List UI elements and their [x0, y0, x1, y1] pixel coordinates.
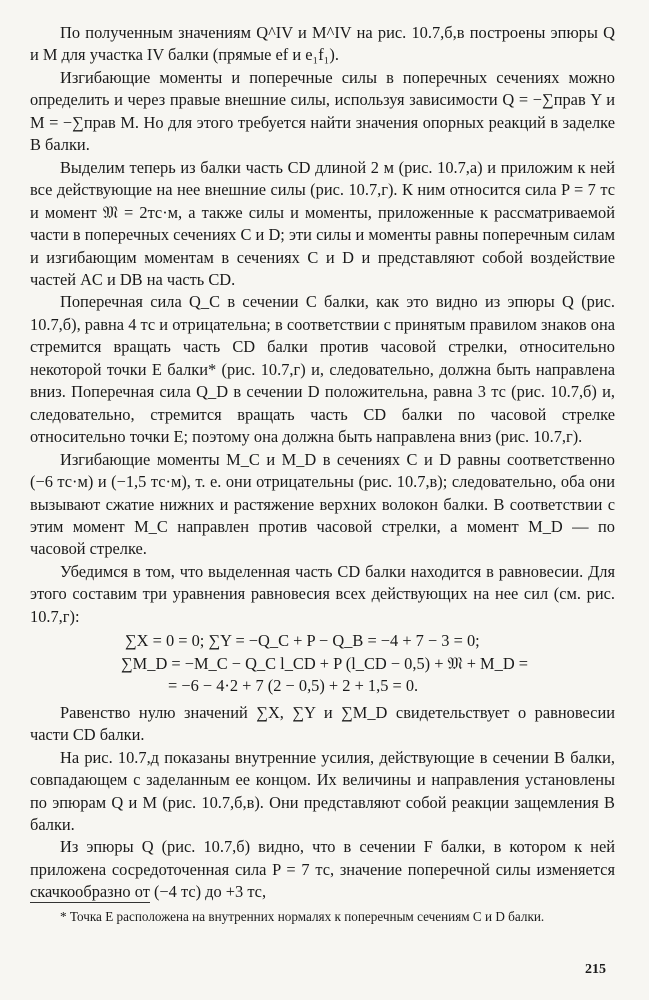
page-number: 215 — [585, 962, 606, 977]
paragraph-6: Убедимся в том, что выделенная часть CD балки находится в равновесии. Для этого составим три уравнения равновесия всех действующих на нее сил (см. рис. 10.7,г): — [30, 561, 615, 626]
paragraph-3: Выделим теперь из балки часть CD длиной 2 м (рис. 10.7,а) и приложим к ней все действующие на нее внешние силы (рис. 10.7,г). К ним относится сила P = 7 тс и момент 𝔐 = 2тс·м, а также силы и моменты, приложенные к рассматриваемой части в поперечных сечениях C и D; эти силы и моменты равны поперечным силам и изгибающим моментам в сечениях C и D и представляют собой воздействие частей AC и DB на часть CD. — [30, 157, 615, 289]
footnote-divider — [30, 902, 150, 903]
equilibrium-equations — [30, 630, 615, 698]
equation-3: = −6 − 4·2 + 7 (2 − 0,5) + 2 + 1,5 = 0. — [168, 676, 419, 696]
paragraph-9: Из эпюры Q (рис. 10.7,б) видно, что в сечении F балки, в котором к ней приложена сосредоточенная сила P = 7 тс, значение поперечной силы изменяется скачкообразно от (−4 тс) до +3 тс, — [30, 837, 615, 902]
footnote — [30, 908, 615, 926]
paragraph-8: На рис. 10.7,д показаны внутренние усилия, действующие в сечении B балки, совпадающем с заделанным ее концом. Их величины и направления установлены по эпюрам Q и M (рис. 10.7,б,в). Они представляют собой реакции защемления B балки. — [30, 747, 615, 834]
paragraph-4: Поперечная сила Q_C в сечении C балки, как это видно из эпюры Q (рис. 10.7,б), равна 4 тс и отрицательна; в соответствии с принятым правилом знаков она стремится вращать часть CD балки против часовой стрелки, относительно некоторой точки E балки* (рис. 10.7,г) и, следовательно, должна быть направлена вниз. Поперечная сила Q_D в сечении D положительна, равна 3 тс (рис. 10.7,б) и, следовательно, стремится вращать часть CD балки по часовой стрелке относительно точки E; поэтому она должна быть направлена вниз (рис. 10.7,г). — [30, 292, 615, 447]
equation-2: ∑M_D = −M_C − Q_C l_CD + P (l_CD − 0,5) + 𝔐 + M_D = — [121, 653, 529, 673]
footnote-text: * Точка E расположена на внутренних нормалях к поперечным сечениям C и D балки. — [60, 909, 545, 924]
paragraph-5: Изгибающие моменты M_C и M_D в сечениях C и D равны соответственно (−6 тс·м) и (−1,5 тс·м), т. е. они отрицательны (рис. 10.7,в); следовательно, оба они вызывают сжатие нижних и растяжение верхних волокон балки. В соответствии с этим момент M_C направлен против часовой стрелки, а момент M_D — по часовой стрелке. — [30, 449, 615, 559]
main-text — [30, 22, 615, 904]
paragraph-7: Равенство нулю значений ∑X, ∑Y и ∑M_D свидетельствует о равновесии части CD балки. — [30, 702, 615, 745]
paragraph-1: По полученным значениям Q^IV и M^IV на рис. 10.7,б,в построены эпюры Q и M для участка IV балки (прямые ef и e₁f₁). — [30, 23, 615, 65]
equation-1: ∑X = 0 = 0; ∑Y = −Q_C + P − Q_B = −4 + 7 − 3 = 0; — [125, 631, 480, 651]
paragraph-2: Изгибающие моменты и поперечные силы в поперечных сечениях можно определить и через правые внешние силы, используя зависимости Q = −∑прав Y и M = −∑прав M. Но для этого требуется найти значения опорных реакций в заделке B балки. — [30, 67, 615, 155]
